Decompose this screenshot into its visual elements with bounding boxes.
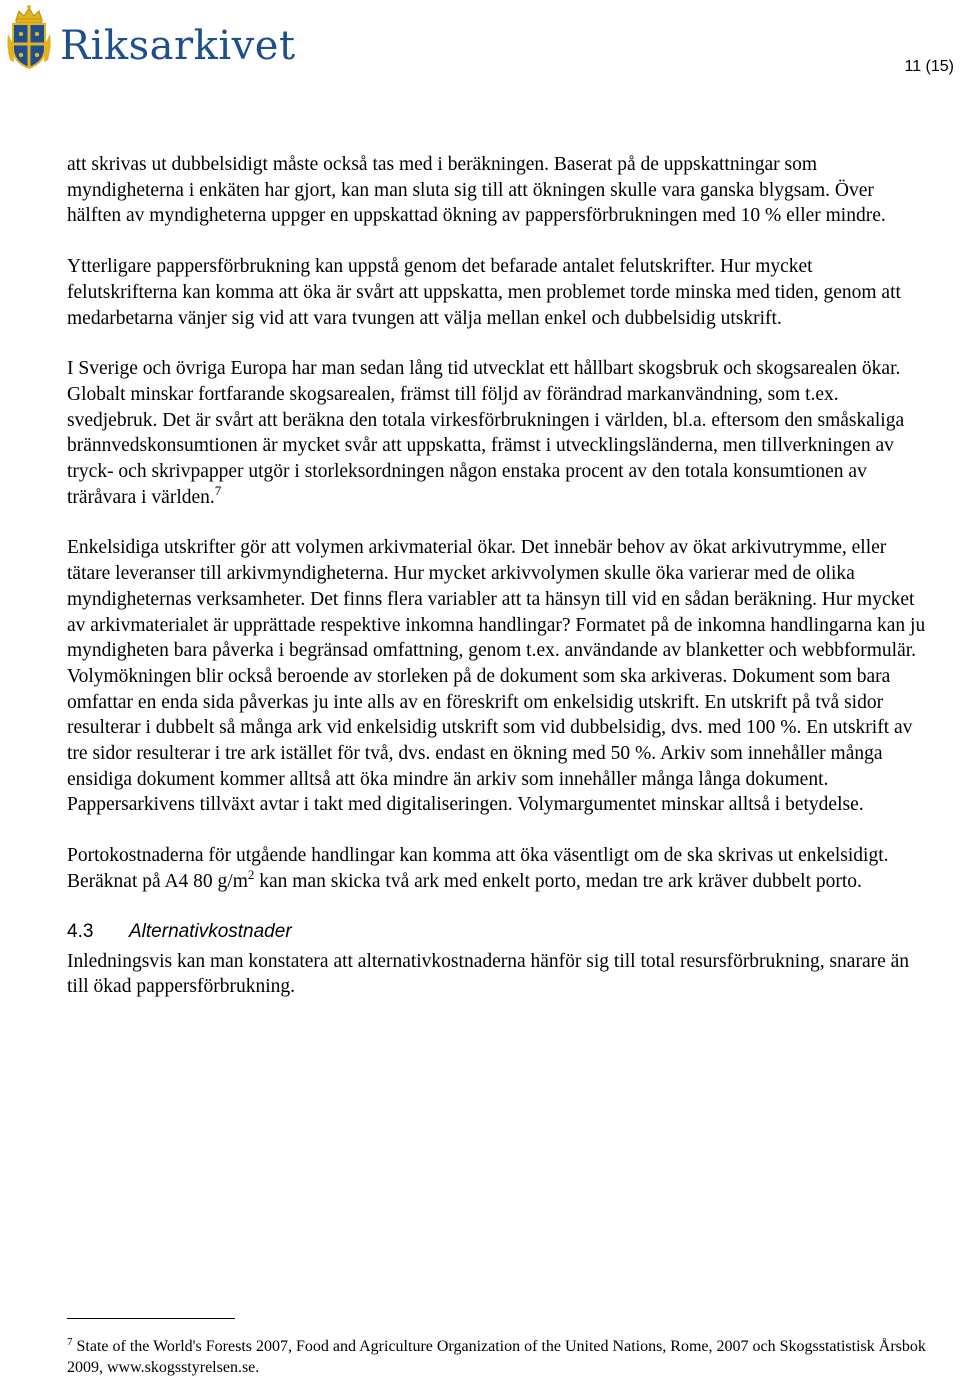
logo-text: Riksarkivet [60, 23, 296, 69]
section-title: Alternativkostnader [129, 920, 292, 942]
section-heading [67, 920, 927, 944]
paragraph-6: Inledningsvis kan man konstatera att alternativkostnaderna hänför sig till total resursförbrukning, snarare än till ökad pappersförbrukning. [67, 950, 910, 998]
footnote [67, 1336, 927, 1378]
page-number: 11 (15) [904, 58, 954, 75]
paragraph-5-text-b: kan man skicka två ark med enkelt porto, medan tre ark kräver dubbelt porto. [254, 870, 862, 892]
footnote-reference: 7 [214, 482, 222, 498]
paragraph-4: Enkelsidiga utskrifter gör att volymen arkivmaterial ökar. Det innebär behov av ökat arkivutrymme, eller tätare leveranser till arkivmyndigheterna. Hur mycket arkivvolymen skulle öka varierar med de olika myndigheternas verksamheter. Det finns flera variabler att ta hänsyn till vid en sådan beräkning. Hur mycket av arkivmaterialet är upprättade respektive inkomna handlingar? Formatet på de inkomna handlingarna kan ju myndigheten bara påverka i begränsad omfattning, genom t.ex. användande av blanketter och webbformulär. Volymökningen blir också beroende av storleken på de dokument som ska arkiveras. Dokument som bara omfattar en enda sida påverkas ju inte alls av en föreskrift om enkelsidig utskrift. En utskrift på två sidor resulterar i dubbelt så många ark vid enkelsidig utskrift som vid dubbelsidig, dvs. med 100 %. En utskrift av tre sidor resulterar i tre ark istället för två, dvs. endast en ökning med 50 %. Arkiv som innehåller många ensidiga dokument kommer alltså att öka mindre än arkiv som innehåller många långa dokument. Pappersarkivens tillväxt avtar i takt med digitaliseringen. Volymargumentet minskar alltså i betydelse. [67, 537, 926, 816]
footnote-text: State of the World's Forests 2007, Food and Agriculture Organization of the United Nations, Rome, 2007 och Skogsstatistisk Årsbok 2009, www.skogsstyrelsen.se. [67, 1338, 926, 1376]
superscript-2: 2 [247, 866, 255, 882]
paragraph-3 [67, 356, 927, 510]
document-body [67, 152, 927, 1025]
paragraph-2: Ytterligare pappersförbrukning kan uppstå genom det befarade antalet felutskrifter. Hur mycket felutskrifterna kan komma att öka är svårt att uppskatta, men problemet torde minska med tiden, genom att medarbetarna vänjer sig vid att vara tvungen att välja mellan enkel och dubbelsidig utskrift. [67, 256, 901, 329]
paragraph-5 [67, 843, 927, 894]
paragraph-1: att skrivas ut dubbelsidigt måste också tas med i beräkningen. Baserat på de uppskattningar som myndigheterna i enkäten har gjort, kan man sluta sig till att ökningen skulle vara ganska blygsam. Över hälften av myndigheterna uppger en uppskattad ökning av pappersförbrukningen med 10 % eller mindre. [67, 154, 886, 227]
footnote-separator [67, 1318, 235, 1319]
paragraph-5-text-a: Portokostnaderna för utgående handlingar kan komma att öka väsentligt om de ska skrivas ut enkelsidigt. Beräknat på A4 80 g/m [67, 845, 889, 892]
footnote-number: 7 [67, 1336, 73, 1348]
paragraph-3-text: I Sverige och övriga Europa har man sedan lång tid utvecklat ett hållbart skogsbruk och skogsarealen ökar. Globalt minskar fortfarande skogsarealen, främst till följd av förändrad markanvändning, som t.ex. svedjebruk. Det är svårt att beräkna den totala virkesförbrukningen i världen, bl.a. eftersom den småskaliga brännvedskonsumtionen är mycket svår att uppskatta, främst i utvecklingsländerna, men tillverkningen av tryck- och skrivpapper utgör i storleksordningen någon enstaka procent av den totala konsumtionen av träråvara i världen. [67, 358, 905, 508]
section-number: 4.3 [67, 920, 94, 942]
riksarkivet-logo [6, 4, 296, 74]
coat-of-arms-icon [6, 4, 52, 72]
